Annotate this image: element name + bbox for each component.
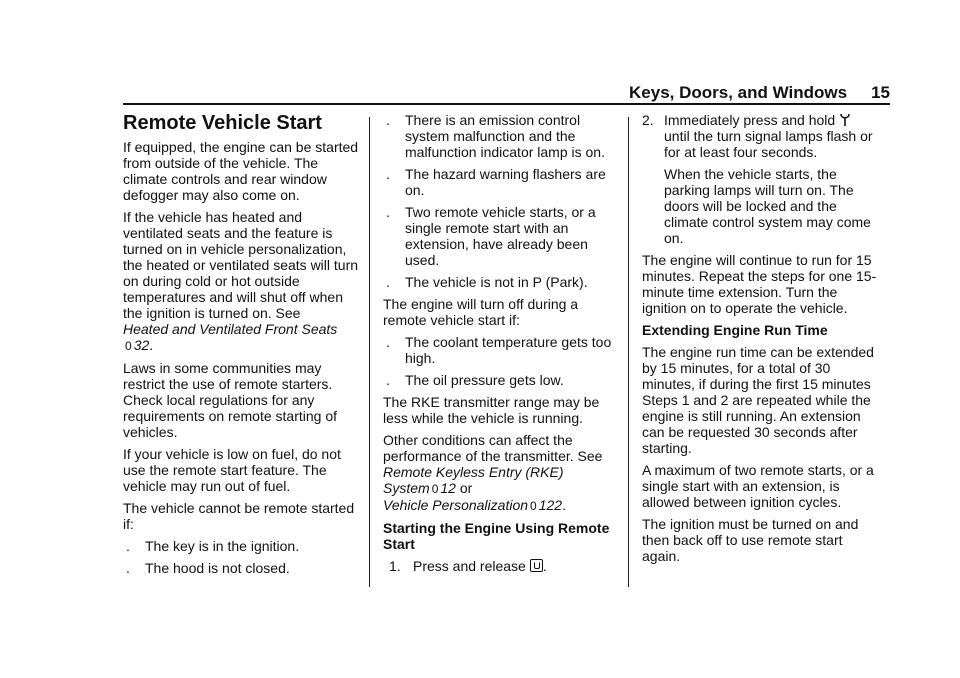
column-3 [642, 112, 878, 570]
page-number: 15 [871, 83, 890, 102]
list-item: . The vehicle is not in P (Park). [386, 274, 588, 290]
column-1 [123, 112, 359, 582]
cross-reference-link[interactable]: Remote Keyless Entry (RKE) System [383, 464, 564, 496]
paragraph: If equipped, the engine can be started from outside of the vehicle. The climate controls and rear window defogger may also come on. [123, 139, 359, 203]
header-rule [123, 103, 890, 105]
page-ref-arrow: 0 [530, 499, 537, 513]
column-divider [369, 117, 370, 587]
remote-start-icon [839, 113, 851, 127]
page-ref-arrow: 0 [431, 482, 439, 496]
step-note: When the vehicle starts, the parking lamps will turn on. The doors will be locked and the climate control system may come on. [664, 166, 871, 246]
list-item: . The coolant temperature gets too high. [386, 334, 612, 366]
paragraph: The vehicle cannot be remote started if: [123, 500, 355, 532]
cross-reference-link[interactable]: Vehicle Personalization [383, 497, 529, 513]
paragraph: The ignition must be turned on and then back off to use remote start again. [642, 516, 859, 564]
page-ref[interactable]: 32 [133, 337, 150, 353]
paragraph: The RKE transmitter range may be less while the vehicle is running. [383, 394, 600, 426]
section-title: Keys, Doors, and Windows [629, 83, 848, 102]
paragraph: The engine will turn off during a remote vehicle start if: [383, 296, 579, 328]
paragraph: A maximum of two remote starts, or a single start with an extension, is allowed between ignition cycles. [642, 462, 874, 510]
lock-icon [530, 559, 543, 572]
list-item: 2. Immediately press and hold until the turn signal lamps flash or for at least four seconds. [642, 112, 873, 160]
list-item: . The key is in the ignition. [126, 538, 300, 554]
paragraph: Other conditions can affect the performance of the transmitter. See Remote Keyless Entry (RKE) System 0 12 or Vehicle Personalization 0 122. [383, 432, 603, 513]
column-divider [628, 117, 629, 587]
list-item: . The oil pressure gets low. [386, 372, 564, 388]
subheading: Starting the Engine Using Remote Start [383, 520, 610, 552]
paragraph: If your vehicle is low on fuel, do not use the remote start feature. The vehicle may run out of fuel. [123, 446, 341, 494]
page-header [600, 83, 890, 105]
paragraph: Laws in some communities may restrict the use of remote starters. Check local regulations for any requirements on remote starting of vehicles. [123, 360, 337, 440]
page-ref[interactable]: 12 [440, 480, 456, 496]
list-item: . The hood is not closed. [126, 560, 290, 576]
list-item: . The hazard warning flashers are on. [386, 166, 606, 198]
column-2 [383, 112, 619, 580]
subheading: Extending Engine Run Time [642, 322, 828, 338]
page-ref[interactable]: 122 [538, 497, 563, 513]
paragraph: The engine run time can be extended by 15 minutes, for a total of 30 minutes, if during the first 15 minutes Steps 1 and 2 are repeated while the engine is still running. An extension can be requested 30 seconds after starting. [642, 344, 874, 456]
paragraph: If the vehicle has heated and ventilated seats and the feature is turned on in vehicle personalization, the heated or ventilated seats will turn on during cold or hot outside temperatures and will shut off when the ignition is turned on. See Heated and Ventilated Front Seats 0 32. [123, 209, 359, 353]
list-item: 1. Press and release . [389, 558, 547, 574]
section-heading: Remote Vehicle Start [123, 112, 322, 134]
paragraph: The engine will continue to run for 15 minutes. Repeat the steps for one 15-minute time extension. Turn the ignition on to operate the vehicle. [642, 252, 877, 316]
list-item: . Two remote vehicle starts, or a single remote start with an extension, have already been used. [386, 204, 596, 268]
list-item: . There is an emission control system malfunction and the malfunction indicator lamp is on. [386, 112, 605, 160]
page-ref-arrow: 0 [125, 339, 132, 353]
cross-reference-link[interactable]: Heated and Ventilated Front Seats [123, 321, 338, 337]
